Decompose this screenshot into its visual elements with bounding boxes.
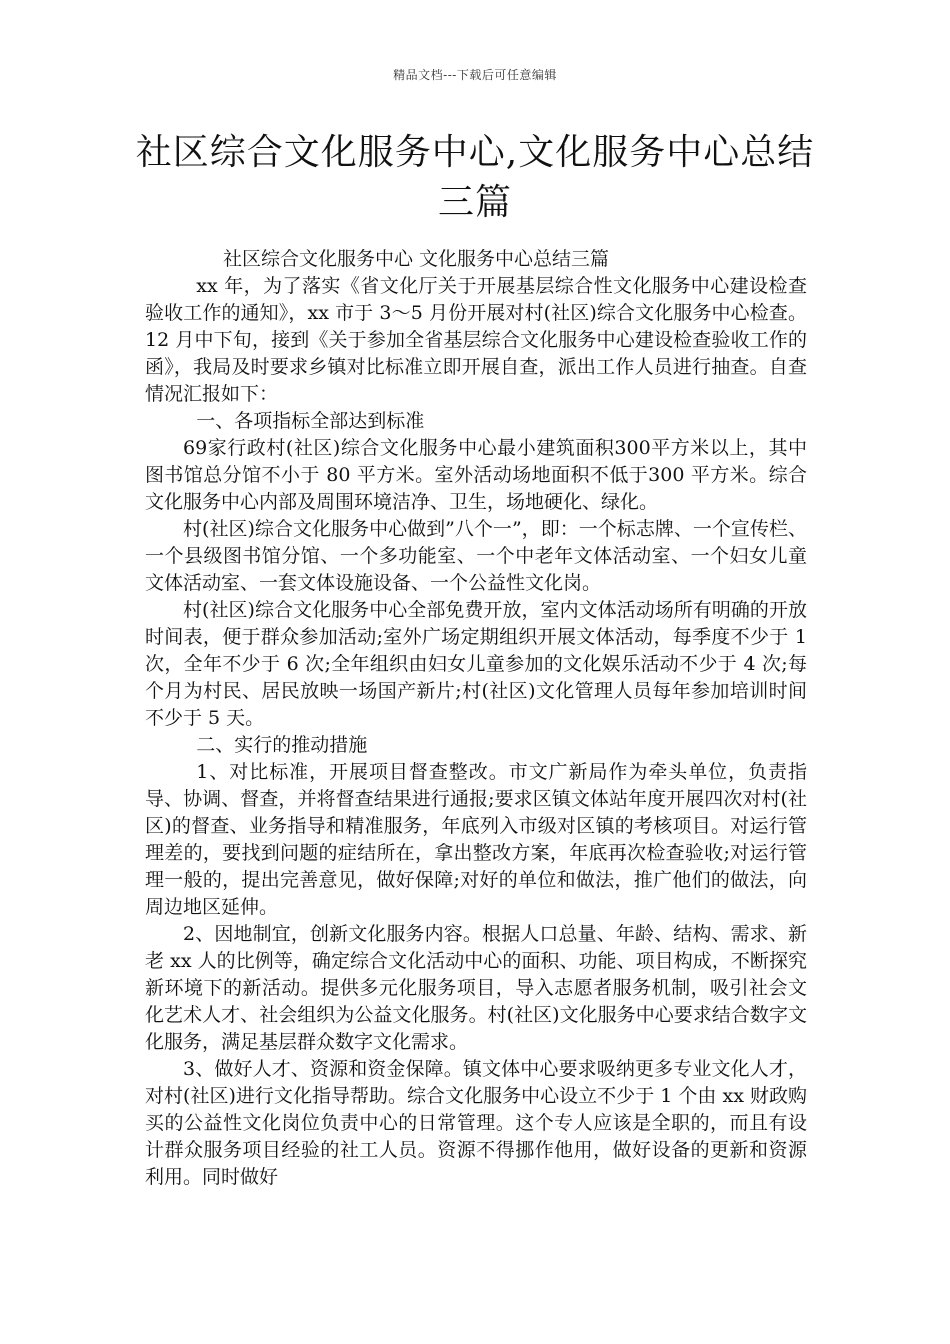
paragraph-intro: xx 年，为了落实《省文化厅关于开展基层综合性文化服务中心建设检查验收工作的通知》，xx 市于 3～5 月份开展对村(社区)综合文化服务中心检查。12 月中下旬，接到《关于参加全省基层综合文化服务中心建设检查验收工作的函》，我局及时要求乡镇对比标准立即开展自查，派出工作人员进行抽查。自查情况汇报如下： (145, 275, 807, 405)
document-title (130, 128, 820, 228)
title-line-1: 社区综合文化服务中心,文化服务中心总结 (135, 132, 815, 173)
paragraph: 3、做好人才、资源和资金保障。镇文体中心要求吸纳更多专业文化人才，对村(社区)进行文化指导帮助。综合文化服务中心设立不少于 1 个由 xx 财政购买的公益性文化岗位负责中心的日常管理。这个专人应该是全职的，而且有设计群众服务项目经验的社工人员。资源不得挪作他用，做好设备的更新和资源利用。同时做好 (145, 1058, 807, 1188)
document-body (145, 246, 807, 1191)
header-note: 精品文档---下载后可任意编辑 (393, 68, 557, 82)
document-subtitle: 社区综合文化服务中心 文化服务中心总结三篇 (223, 248, 610, 270)
paragraph: 村(社区)综合文化服务中心全部免费开放，室内文体活动场所有明确的开放时间表，便于群众参加活动;室外广场定期组织开展文体活动，每季度不少于 1 次，全年不少于 6 次;全年组织由妇女儿童参加的文化娱乐活动不少于 4 次;每个月为村民、居民放映一场国产新片;村(社区)文化管理人员每年参加培训时间不少于 5 天。 (145, 599, 807, 729)
section-heading-2: 二、实行的推动措施 (196, 734, 368, 756)
title-line-2: 三篇 (437, 182, 512, 223)
paragraph: 69家行政村(社区)综合文化服务中心最小建筑面积300平方米以上，其中图书馆总分馆不小于 80 平方米。室外活动场地面积不低于300 平方米。综合文化服务中心内部及周围环境洁净、卫生，场地硬化、绿化。 (145, 437, 807, 513)
paragraph: 村(社区)综合文化服务中心做到”八个一”，即：一个标志牌、一个宣传栏、一个县级图书馆分馆、一个多功能室、一个中老年文体活动室、一个妇女儿童文体活动室、一套文体设施设备、一个公益性文化岗。 (145, 518, 807, 594)
paragraph: 2、因地制宜，创新文化服务内容。根据人口总量、年龄、结构、需求、新老 xx 人的比例等，确定综合文化活动中心的面积、功能、项目构成，不断探究新环境下的新活动。提供多元化服务项目，导入志愿者服务机制，吸引社会文化艺术人才、社会组织为公益文化服务。村(社区)文化服务中心要求结合数字文化服务，满足基层群众数字文化需求。 (145, 923, 807, 1053)
section-heading-1: 一、各项指标全部达到标准 (196, 410, 425, 432)
paragraph: 1、对比标准，开展项目督查整改。市文广新局作为牵头单位，负责指导、协调、督查，并将督查结果进行通报;要求区镇文体站年度开展四次对村(社区)的督查、业务指导和精准服务，年底列入市级对区镇的考核项目。对运行管理差的，要找到问题的症结所在，拿出整改方案，年底再次检查验收;对运行管理一般的，提出完善意见，做好保障;对好的单位和做法，推广他们的做法，向周边地区延伸。 (145, 761, 807, 918)
